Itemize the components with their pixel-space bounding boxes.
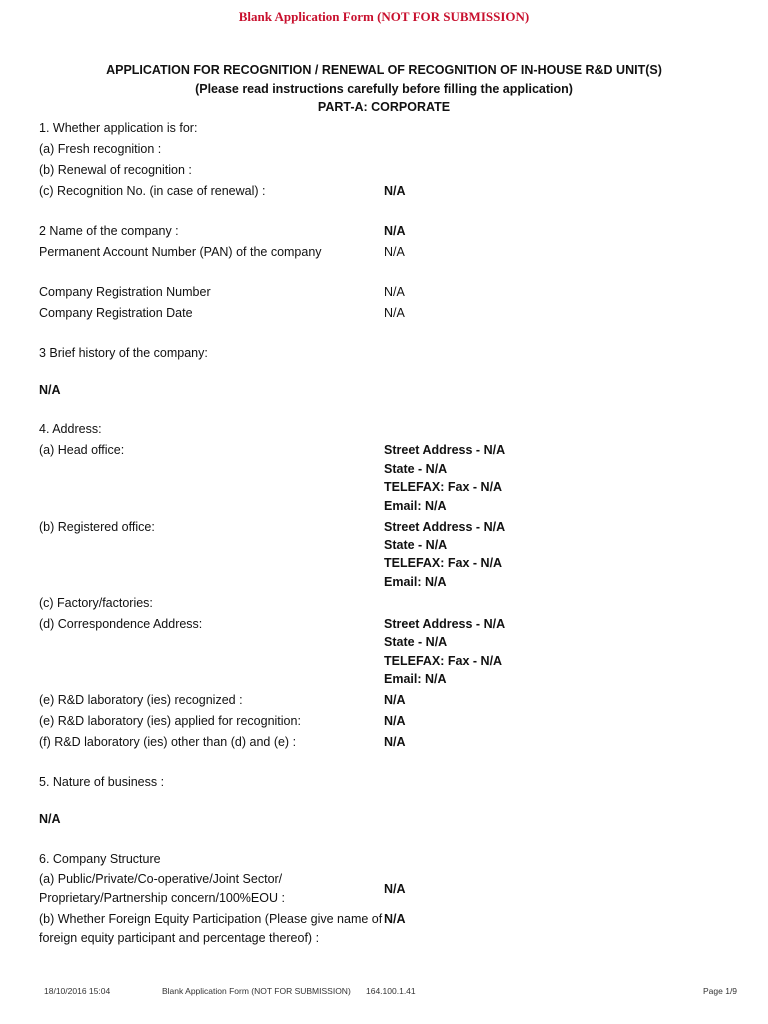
correspondence-email: Email: N/A bbox=[384, 672, 447, 686]
company-type-label: (a) Public/Private/Co-operative/Joint Sector/ Proprietary/Partnership concern/100%EOU : bbox=[39, 872, 285, 905]
nature-of-business-value: N/A bbox=[39, 812, 61, 826]
footer-datetime: 18/10/2016 15:04 bbox=[44, 986, 111, 996]
pan-value: N/A bbox=[384, 245, 405, 259]
form-title: APPLICATION FOR RECOGNITION / RENEWAL OF RECOGNITION OF IN-HOUSE R&D UNIT(S) bbox=[106, 63, 662, 77]
company-history-value: N/A bbox=[39, 383, 61, 397]
lab-applied-label: (e) R&D laboratory (ies) applied for recognition: bbox=[39, 714, 301, 728]
renewal-recognition-label: (b) Renewal of recognition : bbox=[39, 163, 192, 177]
correspondence-state: State - N/A bbox=[384, 635, 448, 649]
recognition-no-label: (c) Recognition No. (in case of renewal) : bbox=[39, 184, 266, 198]
lab-recognized-value: N/A bbox=[384, 693, 406, 707]
registration-number-label: Company Registration Number bbox=[39, 285, 211, 299]
company-history-label: 3 Brief history of the company: bbox=[39, 346, 208, 360]
head-office-state: State - N/A bbox=[384, 462, 448, 476]
company-name-value: N/A bbox=[384, 224, 406, 238]
correspondence-telefax: TELEFAX: Fax - N/A bbox=[384, 654, 503, 668]
nature-of-business-label: 5. Nature of business : bbox=[39, 775, 165, 789]
company-type-value: N/A bbox=[384, 882, 406, 896]
foreign-equity-value: N/A bbox=[384, 912, 406, 926]
lab-recognized-label: (e) R&D laboratory (ies) recognized : bbox=[39, 693, 243, 707]
application-type-heading: 1. Whether application is for: bbox=[39, 121, 198, 135]
head-office-label: (a) Head office: bbox=[39, 443, 125, 457]
lab-other-value: N/A bbox=[384, 735, 406, 749]
company-name-label: 2 Name of the company : bbox=[39, 224, 179, 238]
registered-office-state: State - N/A bbox=[384, 538, 448, 552]
part-heading: PART-A: CORPORATE bbox=[317, 100, 451, 114]
lab-applied-value: N/A bbox=[384, 714, 406, 728]
form-banner: Blank Application Form (NOT FOR SUBMISSION) bbox=[238, 9, 530, 24]
head-office-street: Street Address - N/A bbox=[384, 443, 506, 457]
address-heading: 4. Address: bbox=[39, 422, 102, 436]
registration-date-value: N/A bbox=[384, 306, 405, 320]
recognition-no-value: N/A bbox=[384, 184, 406, 198]
correspondence-address-label: (d) Correspondence Address: bbox=[39, 617, 203, 631]
registration-date-label: Company Registration Date bbox=[39, 306, 193, 320]
form-subtitle: (Please read instructions carefully before filling the application) bbox=[195, 82, 573, 96]
registered-office-label: (b) Registered office: bbox=[39, 520, 155, 534]
factory-label: (c) Factory/factories: bbox=[39, 596, 153, 610]
head-office-email: Email: N/A bbox=[384, 499, 447, 513]
head-office-telefax: TELEFAX: Fax - N/A bbox=[384, 480, 503, 494]
registered-office-telefax: TELEFAX: Fax - N/A bbox=[384, 556, 503, 570]
registration-number-value: N/A bbox=[384, 285, 405, 299]
foreign-equity-label: (b) Whether Foreign Equity Participation (Please give name of foreign equity participant and percentage thereof) : bbox=[39, 912, 383, 945]
pan-label: Permanent Account Number (PAN) of the company bbox=[39, 245, 322, 259]
fresh-recognition-label: (a) Fresh recognition : bbox=[39, 142, 162, 156]
company-structure-heading: 6. Company Structure bbox=[39, 852, 161, 866]
correspondence-street: Street Address - N/A bbox=[384, 617, 506, 631]
lab-other-label: (f) R&D laboratory (ies) other than (d) and (e) : bbox=[39, 735, 297, 749]
registered-office-street: Street Address - N/A bbox=[384, 520, 506, 534]
footer-page-number: Page 1/9 bbox=[703, 986, 738, 996]
registered-office-email: Email: N/A bbox=[384, 575, 447, 589]
footer-ip: 164.100.1.41 bbox=[366, 986, 416, 996]
footer-doc-title: Blank Application Form (NOT FOR SUBMISSION) bbox=[162, 986, 351, 996]
